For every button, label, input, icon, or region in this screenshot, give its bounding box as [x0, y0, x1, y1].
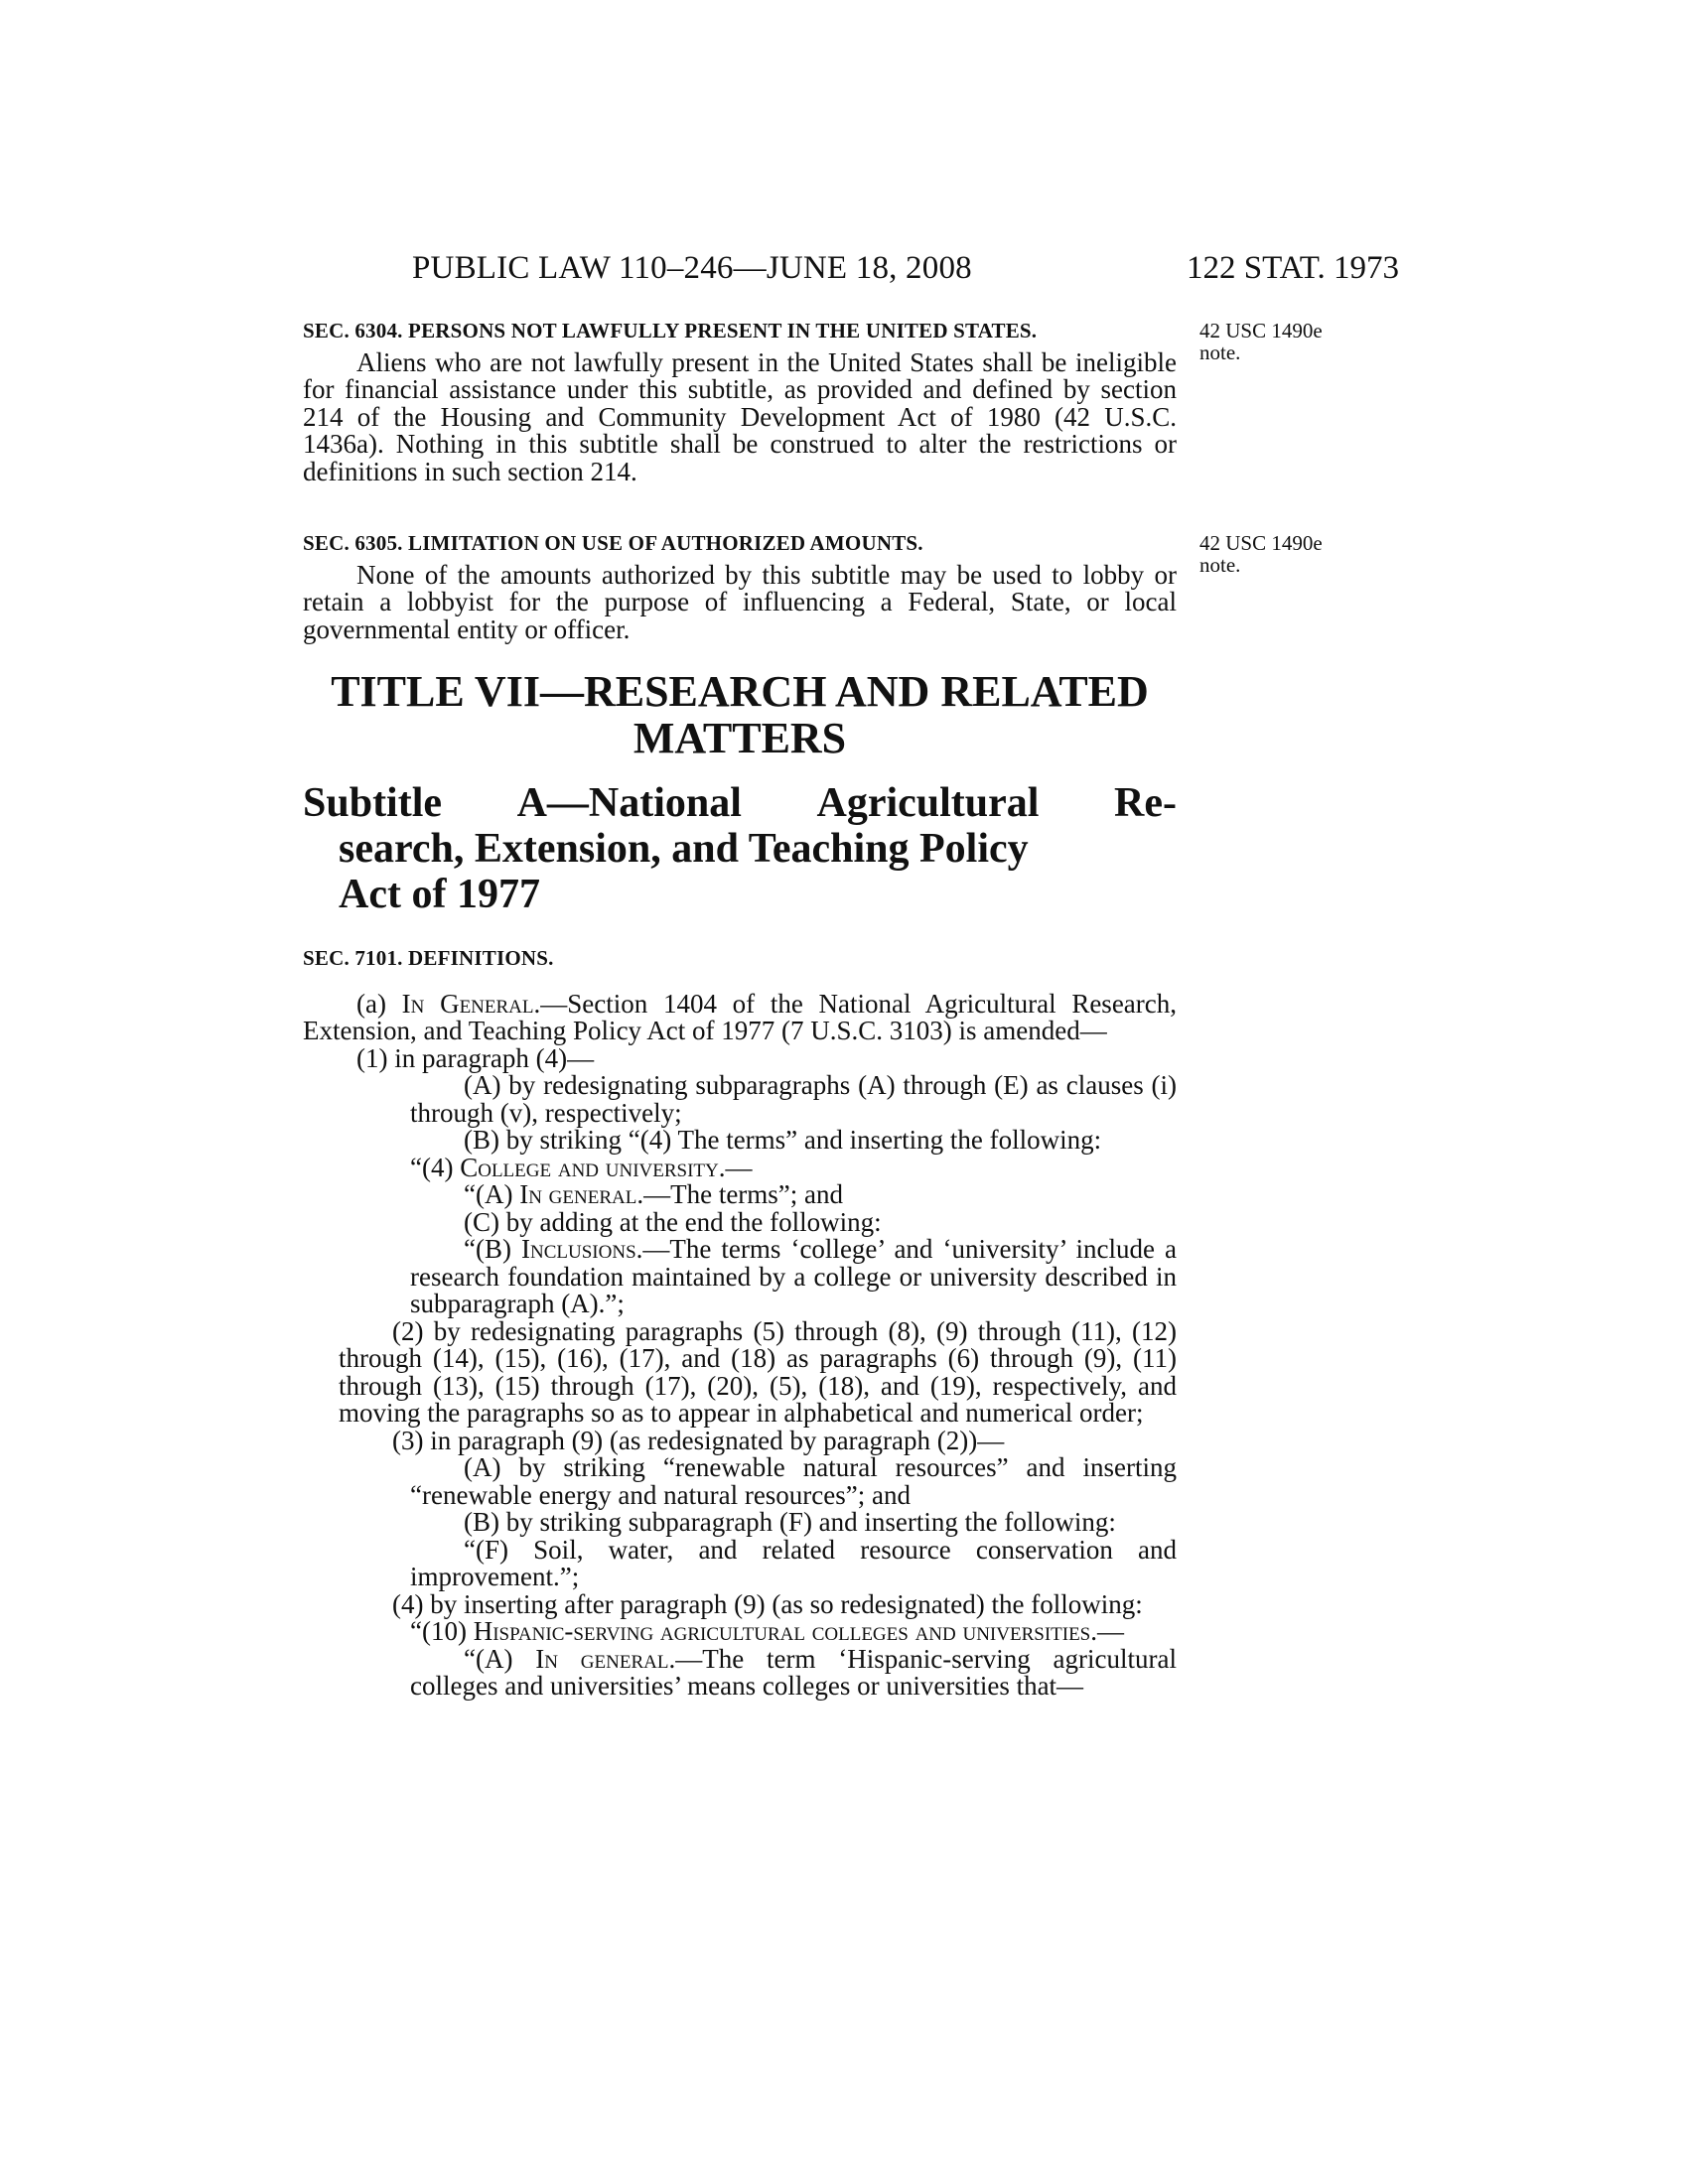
paragraph-3: (3) in paragraph (9) (as redesignated by paragraph (2))— [392, 1425, 1005, 1455]
quoted-paragraph-10-suffix: .— [1090, 1616, 1124, 1646]
quoted-paragraph-10 [303, 1618, 1177, 1646]
quoted-paragraph-4-caption: College and university [460, 1152, 719, 1182]
quoted-paragraph-10-caption: Hispanic-serving agricultural colleges and universities [473, 1616, 1091, 1646]
statute-page-number: 122 STAT. 1973 [1187, 250, 1400, 286]
subsection-a: (a) In General.—Section 1404 of the National Agricultural Research, Extension, and Teaching Policy Act of 1977 (7 U.S.C. 3103) is amended— [303, 988, 1178, 1045]
section-6304-body: Aliens who are not lawfully present in the United States shall be ineligible for financial assistance under this subtitle, as provided and defined by section 214 of the Housing and Community Development Act of 1980 (42 U.S.C. 1436a). Nothing in this subtitle shall be construed to alter the restrictions or definitions in such section 214. [303, 346, 1177, 486]
quoted-subparagraph-B [303, 1236, 1177, 1318]
quoted-subparagraph-B-prefix: “(B) [464, 1234, 522, 1264]
subtitle-a-word-2: A—National [516, 780, 742, 826]
subtitle-a-line-2: search, Extension, and Teaching Policy [339, 826, 1029, 872]
paragraph-4: (4) by inserting after paragraph (9) (as so redesignated) the following: [392, 1588, 1143, 1619]
section-7101-heading: SEC. 7101. DEFINITIONS. [303, 946, 554, 970]
quoted-subparagraph-A-text: .—The terms”; and [636, 1179, 844, 1209]
quoted-subparagraph-A [303, 1181, 1177, 1209]
subtitle-a-word-1: Subtitle [303, 780, 443, 826]
subtitle-a-word-3: Agricultural [816, 780, 1040, 826]
paragraph-3-A: (A) by striking “renewable natural resources” and inserting “renewable energy and natural resources”; and [410, 1452, 1177, 1510]
quoted-subparagraph-B-text: .—The terms ‘college’ and ‘university’ include a research foundation maintained by a college or university described in subparagraph (A).”; [410, 1234, 1177, 1318]
subtitle-a-line-3: Act of 1977 [339, 872, 540, 917]
title-vii-line-2: MATTERS [633, 714, 847, 762]
paragraph-1-C: (C) by adding at the end the following: [464, 1206, 882, 1237]
quoted-paragraph-10-A-text: .—The term ‘Hispanic-serving agricultural colleges and universities’ means colleges or universities that— [410, 1643, 1177, 1701]
quoted-paragraph-4 [303, 1152, 1177, 1182]
quoted-subparagraph-A-prefix: “(A) [464, 1179, 520, 1209]
section-6304-heading: SEC. 6304. PERSONS NOT LAWFULLY PRESENT IN THE UNITED STATES. [303, 319, 1038, 342]
margin-note-6304 [1199, 320, 1323, 363]
paragraph-1-B: (B) by striking “(4) The terms” and inserting the following: [464, 1125, 1102, 1155]
quoted-paragraph-10-A [303, 1643, 1177, 1701]
section-6304 [303, 318, 1177, 485]
section-6305-heading: SEC. 6305. LIMITATION ON USE OF AUTHORIZED AMOUNTS. [303, 531, 923, 555]
paragraph-1: (1) in paragraph (4)— [356, 1042, 595, 1073]
section-6305 [303, 530, 1177, 643]
quoted-subparagraph-B-caption: Inclusions [521, 1234, 636, 1264]
subtitle-a-line-1 [303, 780, 1177, 826]
quoted-subparagraph-A-caption: In general [519, 1179, 637, 1209]
paragraph-2: (2) by redesignating paragraphs (5) through (8), (9) through (11), (12) through (14), (15), (16), (17), and (18) as paragraphs (6) through (9), (11) through (13), (15) through (17), (20), (5), (18), and (19), respectively, and moving the paragraphs so as to appear in alphabetical and numerical order; [339, 1315, 1177, 1428]
quoted-paragraph-10-A-caption: In general [535, 1643, 669, 1674]
quoted-paragraph-10-A-prefix: “(A) [464, 1643, 536, 1674]
quoted-subparagraph-F: “(F) Soil, water, and related resource conservation and improvement.”; [410, 1534, 1177, 1591]
title-vii-line-1: TITLE VII—RESEARCH AND RELATED [331, 667, 1149, 716]
running-header-title: PUBLIC LAW 110–246—JUNE 18, 2008 [412, 250, 972, 286]
paragraph-3-B: (B) by striking subparagraph (F) and inserting the following: [464, 1507, 1116, 1537]
subsection-a-caption: In General [401, 988, 534, 1019]
section-7101 [303, 945, 1177, 1701]
margin-note-6305-note: note. [1199, 553, 1241, 577]
subtitle-a-word-4: Re- [1114, 780, 1177, 826]
subtitle-a-heading [303, 780, 1177, 917]
quoted-paragraph-10-prefix: “(10) [410, 1616, 474, 1646]
subsection-a-text: .—Section 1404 of the National Agricultural Research, Extension, and Teaching Policy Act of 1977 (7 U.S.C. 3103) is amended— [303, 988, 1178, 1045]
paragraph-1-A: (A) by redesignating subparagraphs (A) through (E) as clauses (i) through (v), respectively; [410, 1070, 1177, 1128]
margin-note-6304-citation: 42 USC 1490e [1199, 319, 1323, 342]
margin-note-6305-citation: 42 USC 1490e [1199, 531, 1323, 555]
margin-note-6304-note: note. [1199, 341, 1241, 364]
section-6305-body: None of the amounts authorized by this subtitle may be used to lobby or retain a lobbyist for the purpose of influencing a Federal, State, or local governmental entity or officer. [303, 559, 1177, 644]
quoted-paragraph-4-suffix: .— [718, 1152, 753, 1182]
margin-note-6305 [1199, 532, 1323, 576]
quoted-paragraph-4-prefix: “(4) [410, 1152, 461, 1182]
title-vii-heading [303, 668, 1177, 761]
